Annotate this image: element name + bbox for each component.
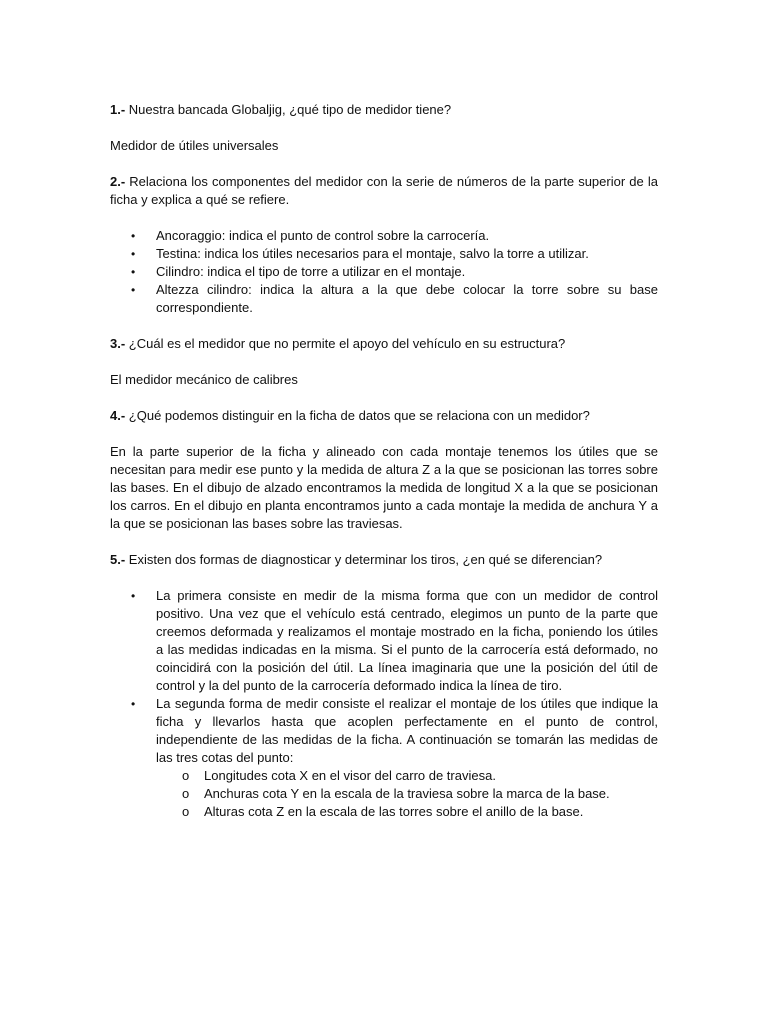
bullet-icon: • (131, 229, 136, 243)
question-number: 3.- (110, 336, 126, 351)
question-text: ¿Qué podemos distinguir en la ficha de datos que se relaciona con un medidor? (128, 408, 590, 423)
sub-list (156, 767, 658, 821)
bullet-icon: • (131, 283, 136, 297)
answer-5-list (110, 587, 658, 821)
answer-3: El medidor mecánico de calibres (110, 372, 298, 387)
circle-bullet-icon: o (182, 786, 190, 801)
list-item: • Cilindro: indica el tipo de torre a utilizar en el montaje. (131, 264, 466, 279)
answer-2-list (110, 227, 658, 317)
circle-bullet-icon: o (182, 768, 190, 783)
answer-1: Medidor de útiles universales (110, 138, 279, 153)
sub-list-item: o Anchuras cota Y en la escala de la traviesa sobre la marca de la base. (182, 786, 610, 801)
sub-list-item: o Alturas cota Z en la escala de las torres sobre el anillo de la base. (182, 804, 584, 819)
question-number: 5.- (110, 552, 126, 567)
question-1 (110, 101, 658, 119)
question-3 (110, 335, 658, 353)
list-item: • Ancoraggio: indica el punto de control sobre la carrocería. (131, 228, 490, 243)
list-item: • Testina: indica los útiles necesarios para el montaje, salvo la torre a utilizar. (131, 246, 589, 261)
question-2 (110, 173, 658, 209)
question-number: 2.- (110, 174, 126, 189)
question-number: 1.- (110, 102, 126, 117)
bullet-icon: • (131, 247, 136, 261)
list-item: • Altezza cilindro: indica la altura a la que debe colocar la torre sobre su base correspondiente. (131, 282, 658, 315)
question-text: Nuestra bancada Globaljig, ¿qué tipo de medidor tiene? (128, 102, 452, 117)
bullet-icon: • (131, 697, 136, 711)
bullet-icon: • (131, 265, 136, 279)
question-4 (110, 407, 658, 425)
question-5 (110, 551, 658, 569)
sub-list-item: o Longitudes cota X en el visor del carro de traviesa. (182, 768, 496, 783)
list-item: • La segunda forma de medir consiste el realizar el montaje de los útiles que indique la ficha y llevarlos hasta que acoplen perfectamente en el punto de control, independiente de las medidas de la ficha. A continuación se tomarán las medidas de las tres cotas del punto: o Longitudes cota X en el visor del carro de traviesa. o Anchuras cota Y en la escala de la traviesa sobre la marca de la base. o Alturas cota Z en la escala de las torres sobre el anillo de la base. (131, 696, 658, 819)
list-item: • La primera consiste en medir de la misma forma que con un medidor de control positivo. Una vez que el vehículo está centrado, elegimos un punto de la parte que creemos deformada y realizamos el montaje mostrado en la ficha, poniendo los útiles a las medidas indicadas en la misma. Si el punto de la carrocería está deformado, no coincidirá con la posición del útil. La línea imaginaria que une la posición del útil de control y la del punto de la carrocería deformado indica la línea de tiro. (131, 588, 658, 693)
question-text: Relaciona los componentes del medidor con la serie de números de la parte superior de la ficha y explica a qué se refiere. (110, 174, 658, 207)
answer-4: En la parte superior de la ficha y alineado con cada montaje tenemos los útiles que se necesitan para medir ese punto y la medida de altura Z a la que se posicionan las torres sobre las bases. En el dibujo de alzado encontramos la medida de longitud X a la que se posicionan los carros. En el dibujo en planta encontramos junto a cada montaje la medida de anchura Y a la que se posicionan las bases sobre las traviesas. (110, 444, 658, 531)
circle-bullet-icon: o (182, 804, 190, 819)
question-text: Existen dos formas de diagnosticar y determinar los tiros, ¿en qué se diferencian? (128, 552, 603, 567)
bullet-icon: • (131, 589, 136, 603)
question-number: 4.- (110, 408, 126, 423)
question-text: ¿Cuál es el medidor que no permite el apoyo del vehículo en su estructura? (128, 336, 566, 351)
